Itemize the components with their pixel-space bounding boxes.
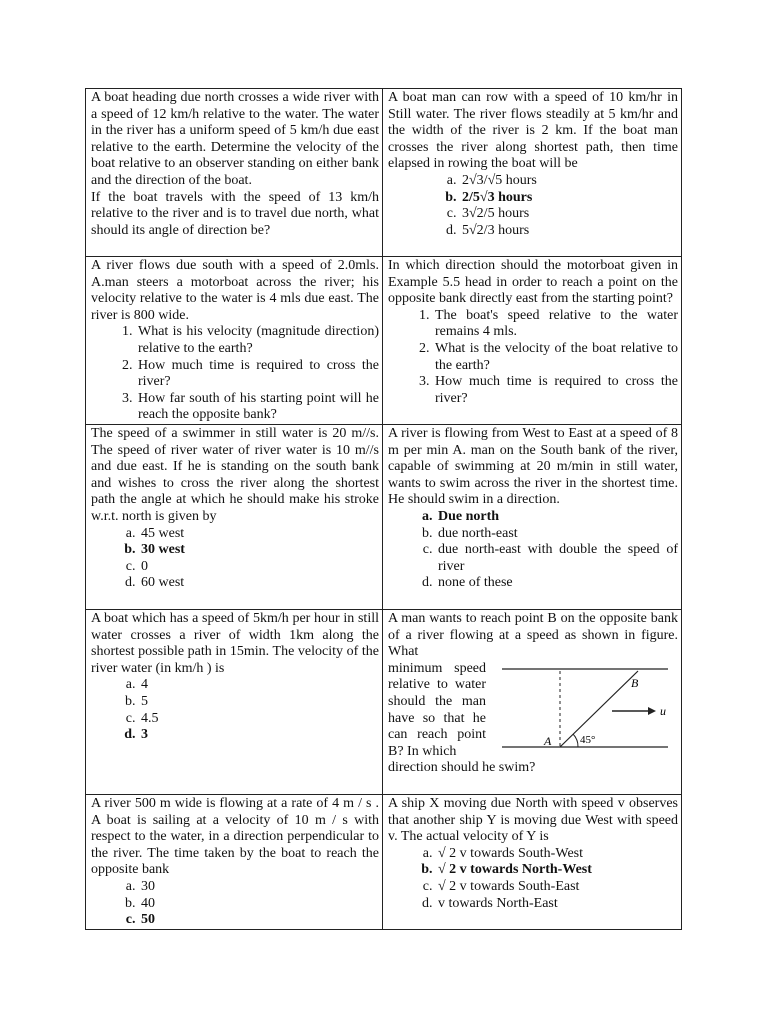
point-b-label: B: [631, 676, 639, 690]
question-cell-5: [86, 425, 383, 610]
option-a: a. 30: [139, 879, 379, 896]
question-text: If the boat travels with the speed of 13 km/h relative to the river and is to travel due north, what should its angle of direction be?: [91, 189, 379, 238]
list-item: 1. What is his velocity (magnitude direction) relative to the earth?: [136, 324, 379, 357]
table-row: [86, 610, 682, 795]
angle-label: 45°: [580, 734, 596, 746]
table-row: [86, 795, 682, 930]
question-text: A boat heading due north crosses a wide river with a speed of 12 km/h relative to the water. The water in the river has a uniform speed of 5 km/h due east relative to the earth. Determine the velocity of the boat relative to an observer standing on either bank and the direction of the boat.: [91, 90, 379, 188]
option-d: d. v towards North-East: [436, 896, 678, 913]
flow-speed-label: u: [660, 704, 666, 718]
option-d-answer: d. 3: [139, 727, 379, 744]
option-a: a. 45 west: [139, 526, 379, 543]
question-cell-8: [383, 610, 682, 795]
question-text: direction should he swim?: [388, 760, 536, 776]
question-text: A river is flowing from West to East at a speed of 8 m per min A. man on the South bank of the river, capable of swimming at 20 m/min in still water, wants to swim across the river in the shortest time. He should swim in a direction.: [388, 426, 678, 508]
question-text: minimum speed relative to water should the man have so that he can reach point B? In which: [388, 660, 486, 759]
option-b-answer: b. 2/5√3 hours: [460, 190, 678, 207]
list-item: 1. The boat's speed relative to the water remains 4 mls.: [433, 308, 678, 341]
question-text: A ship X moving due North with speed v observes that another ship Y is moving due West with speed v. The actual velocity of Y is: [388, 796, 678, 845]
list-item: 3. How much time is required to cross the river?: [433, 374, 678, 407]
option-c: c. √ 2 v towards South-East: [436, 879, 678, 896]
option-c: c. due north-east with double the speed of river: [436, 542, 678, 575]
option-a: a. 2√3/√5 hours: [460, 173, 678, 190]
question-cell-6: [383, 425, 682, 610]
question-cell-10: [383, 795, 682, 930]
question-cell-9: [86, 795, 383, 930]
table-row: [86, 89, 682, 257]
question-text: A man wants to reach point B on the opposite bank of a river flowing at a speed as shown in figure. What: [388, 611, 678, 660]
angle-arc: [573, 734, 578, 747]
river-figure: [500, 661, 670, 756]
table-row: [86, 257, 682, 425]
option-a: a. 4: [139, 677, 379, 694]
table-row: [86, 425, 682, 610]
question-text: A river flows due south with a speed of 2.0mls. A.man steers a motorboat across the river; his velocity relative to the water is 4 mls due east. The river is 800 wide.: [91, 258, 379, 323]
question-text: In which direction should the motorboat given in Example 5.5 head in order to reach a point on the opposite bank directly east from the starting point?: [388, 258, 678, 307]
question-text: A river 500 m wide is flowing at a rate of 4 m / s . A boat is sailing at a velocity of 10 m / s with respect to the water, in a direction perpendicular to the river. The time taken by the boat to reach the opposite bank: [91, 796, 379, 878]
question-cell-4: [383, 257, 682, 425]
option-d: d. 60 west: [139, 575, 379, 592]
option-b-answer: b. √ 2 v towards North-West: [436, 862, 678, 879]
option-a: a. √ 2 v towards South-West: [436, 846, 678, 863]
option-b-answer: b. 30 west: [139, 542, 379, 559]
question-text: A boat which has a speed of 5km/h per hour in still water crosses a river of width 1km along the shortest possible path in 15min. The velocity of the river water (in km/h ) is: [91, 611, 379, 676]
option-c: c. 4.5: [139, 711, 379, 728]
question-text: The speed of a swimmer in still water is 20 m//s. The speed of river water of river water is 10 m//s and due east. If he is standing on the south bank and wishes to cross the river along the shortest path the angle at which he should make his stroke w.r.t. north is given by: [91, 426, 379, 524]
point-a-label: A: [544, 734, 552, 748]
flow-arrowhead-icon: [648, 707, 656, 715]
option-c: c. 3√2/5 hours: [460, 206, 678, 223]
question-cell-2: [383, 89, 682, 257]
option-d: d. none of these: [436, 575, 678, 592]
list-item: 2. What is the velocity of the boat relative to the earth?: [433, 341, 678, 374]
question-text: A boat man can row with a speed of 10 km/hr in Still water. The river flows steadily at 5 km/hr and the width of the river is 2 km. If the boat man crosses the river along shortest path, then time elapsed in rowing the boat will be: [388, 90, 678, 172]
question-cell-1: [86, 89, 383, 257]
option-c: c. 0: [139, 559, 379, 576]
option-b: b. due north-east: [436, 526, 678, 543]
option-b: b. 40: [139, 896, 379, 913]
question-grid: [85, 88, 682, 930]
list-item: 3. How far south of his starting point will he reach the opposite bank?: [136, 391, 379, 424]
option-a-answer: a. Due north: [436, 509, 678, 526]
list-item: 2. How much time is required to cross the river?: [136, 358, 379, 391]
option-c-answer: c. 50: [139, 912, 379, 929]
option-d: d. 5√2/3 hours: [460, 223, 678, 240]
question-cell-7: [86, 610, 383, 795]
option-b: b. 5: [139, 694, 379, 711]
question-cell-3: [86, 257, 383, 425]
path-line: [560, 671, 638, 747]
